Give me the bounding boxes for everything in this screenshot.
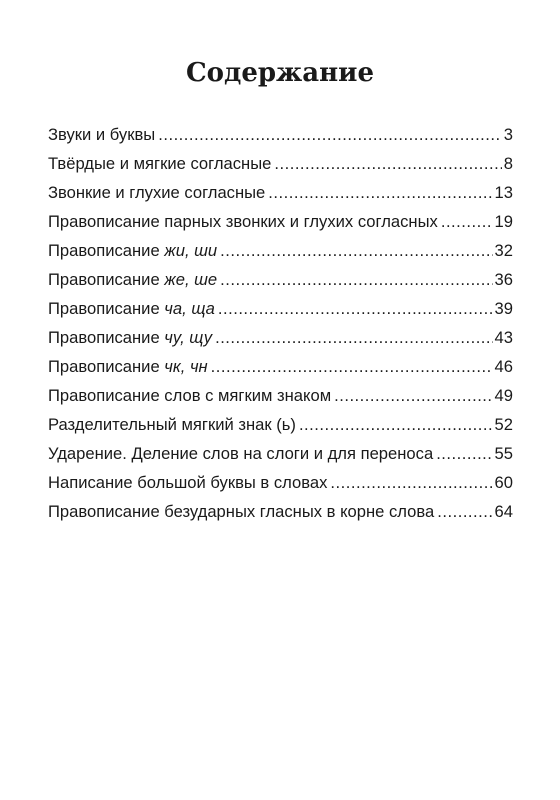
toc-entry-label bbox=[48, 207, 438, 236]
dot-leader bbox=[218, 294, 493, 323]
toc-page-number: 60 bbox=[494, 473, 513, 492]
toc-entry-text: Правописание безударных гласных в корне слова bbox=[48, 502, 435, 521]
toc-entry-text: Правописание bbox=[48, 357, 165, 376]
toc-entry-text: Написание большой буквы в словах bbox=[48, 473, 328, 492]
dot-leader bbox=[220, 265, 492, 294]
toc-entry-emphasis: жи, ши bbox=[164, 241, 218, 260]
toc-entry bbox=[48, 294, 513, 323]
toc-page-number: 13 bbox=[494, 183, 513, 202]
dot-leader bbox=[158, 120, 502, 149]
dot-leader bbox=[211, 352, 493, 381]
toc-entry-text: Правописание слов с мягким знаком bbox=[48, 386, 332, 405]
toc-entry-text: Разделительный мягкий знак (ь) bbox=[48, 415, 296, 434]
toc-entry bbox=[48, 265, 513, 294]
toc-entry-text: Звуки и буквы bbox=[48, 125, 156, 144]
toc-entry bbox=[48, 439, 513, 468]
toc-entry-text: Правописание bbox=[48, 270, 165, 289]
toc-entry-label bbox=[48, 497, 434, 526]
dot-leader bbox=[274, 149, 501, 178]
toc-entry-label bbox=[48, 120, 155, 149]
dot-leader bbox=[268, 178, 492, 207]
dot-leader bbox=[215, 323, 492, 352]
toc-entry-label bbox=[48, 178, 265, 207]
toc-entry bbox=[48, 323, 513, 352]
toc-entry-label bbox=[48, 149, 271, 178]
toc-entry-emphasis: чк, чн bbox=[164, 357, 208, 376]
toc-entry-label bbox=[48, 381, 331, 410]
toc-page-number: 39 bbox=[494, 299, 513, 318]
toc-entry bbox=[48, 236, 513, 265]
page-title: Содержание bbox=[185, 58, 375, 88]
toc-entry-text: Твёрдые и мягкие согласные bbox=[48, 154, 272, 173]
toc-page-number: 36 bbox=[494, 270, 513, 289]
dot-leader bbox=[436, 439, 492, 468]
toc-entry-text: Правописание bbox=[48, 241, 165, 260]
toc-entry-label bbox=[48, 468, 327, 497]
toc-page-number: 32 bbox=[494, 241, 513, 260]
toc-entry-emphasis: ча, ща bbox=[164, 299, 215, 318]
toc-entry-label bbox=[48, 265, 217, 294]
toc-entry bbox=[48, 468, 513, 497]
toc-entry-text: Звонкие и глухие согласные bbox=[48, 183, 266, 202]
dot-leader bbox=[220, 236, 492, 265]
toc-entry bbox=[48, 410, 513, 439]
toc-page-number: 49 bbox=[494, 386, 513, 405]
toc-page-number: 46 bbox=[494, 357, 513, 376]
toc-page-number: 64 bbox=[494, 502, 513, 521]
toc-entry bbox=[48, 178, 513, 207]
dot-leader bbox=[437, 497, 492, 526]
toc-entry-emphasis: же, ше bbox=[164, 270, 218, 289]
toc-entry bbox=[48, 149, 513, 178]
toc-entry-label bbox=[48, 352, 208, 381]
dot-leader bbox=[330, 468, 492, 497]
toc-entry bbox=[48, 120, 513, 149]
toc-entry-label bbox=[48, 323, 212, 352]
toc-entry bbox=[48, 497, 513, 526]
toc-page-number: 8 bbox=[503, 154, 513, 173]
toc-entry bbox=[48, 352, 513, 381]
dot-leader bbox=[441, 207, 493, 236]
toc-page-number: 52 bbox=[494, 415, 513, 434]
toc-entry-text: Правописание bbox=[48, 299, 165, 318]
toc-entry bbox=[48, 207, 513, 236]
toc-page-number: 43 bbox=[494, 328, 513, 347]
dot-leader bbox=[334, 381, 492, 410]
toc-entry-label bbox=[48, 410, 296, 439]
toc-entry-label bbox=[48, 439, 433, 468]
table-of-contents bbox=[48, 120, 513, 526]
toc-entry-emphasis: чу, щу bbox=[164, 328, 213, 347]
toc-entry bbox=[48, 381, 513, 410]
toc-page-number: 3 bbox=[503, 125, 513, 144]
toc-entry-label bbox=[48, 294, 215, 323]
dot-leader bbox=[299, 410, 493, 439]
toc-entry-text: Ударение. Деление слов на слоги и для переноса bbox=[48, 444, 434, 463]
toc-entry-text: Правописание bbox=[48, 328, 165, 347]
toc-page-number: 19 bbox=[494, 212, 513, 231]
toc-entry-text: Правописание парных звонких и глухих согласных bbox=[48, 212, 438, 231]
toc-entry-label bbox=[48, 236, 217, 265]
toc-page-number: 55 bbox=[494, 444, 513, 463]
